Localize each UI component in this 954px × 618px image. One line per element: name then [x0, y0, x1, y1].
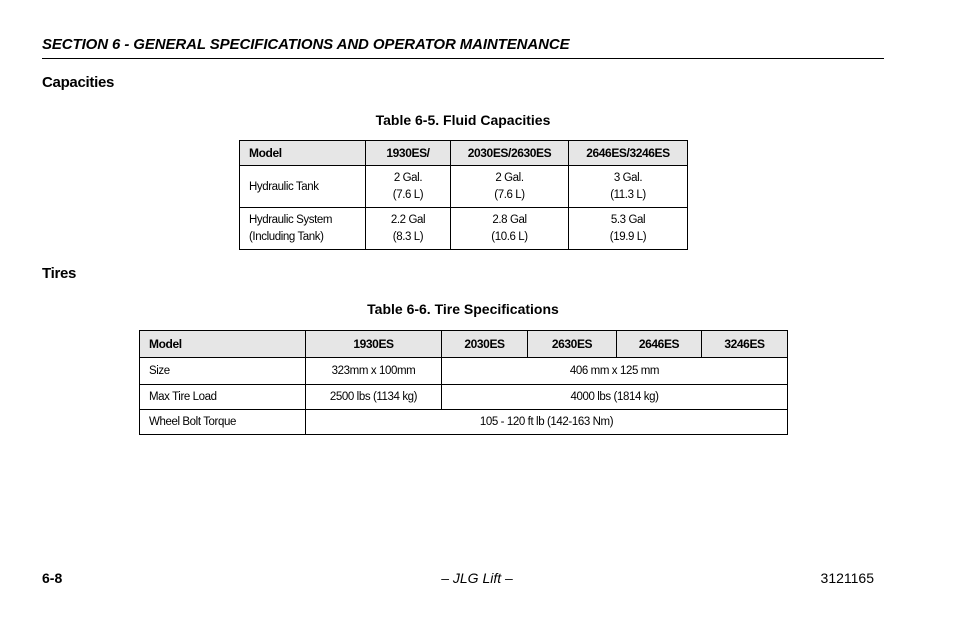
footer-title: – JLG Lift – [441, 570, 513, 586]
table-cell: 406 mm x 125 mm [442, 358, 788, 385]
column-header: 2030ES/2630ES [451, 141, 569, 166]
table-row [140, 410, 788, 435]
column-header: Model [240, 141, 366, 166]
column-header: 2630ES [528, 331, 617, 358]
row-label: Max Tire Load [140, 385, 306, 410]
row-label: Hydraulic System (Including Tank) [240, 208, 366, 250]
fluid-capacities-table [239, 140, 688, 250]
table-cell: 4000 lbs (1814 kg) [442, 385, 788, 410]
table-cell: 323mm x 100mm [306, 358, 442, 385]
column-header: 2646ES/3246ES [569, 141, 688, 166]
tire-specifications-caption: Table 6-6. Tire Specifications [367, 301, 559, 317]
tires-heading: Tires [42, 265, 77, 282]
column-header: 3246ES [702, 331, 788, 358]
table-cell: 5.3 Gal (19.9 L) [569, 208, 688, 250]
table-cell: 105 - 120 ft lb (142-163 Nm) [306, 410, 788, 435]
table-row [140, 385, 788, 410]
table-cell: 2 Gal. (7.6 L) [451, 166, 569, 208]
table-row [240, 208, 688, 250]
column-header: 2646ES [617, 331, 702, 358]
row-label: Size [140, 358, 306, 385]
page-number: 6-8 [42, 570, 63, 586]
table-cell: 3 Gal. (11.3 L) [569, 166, 688, 208]
table-row [140, 358, 788, 385]
table-header-row [140, 331, 788, 358]
row-label: Hydraulic Tank [240, 166, 366, 208]
table-row [240, 166, 688, 208]
capacities-heading: Capacities [42, 74, 115, 91]
row-label: Wheel Bolt Torque [140, 410, 306, 435]
document-number: 3121165 [820, 570, 874, 586]
table-header-row [240, 141, 688, 166]
column-header: 1930ES/ [366, 141, 451, 166]
header-rule [42, 58, 884, 59]
column-header: Model [140, 331, 306, 358]
fluid-capacities-caption: Table 6-5. Fluid Capacities [375, 112, 551, 128]
table-cell: 2.8 Gal (10.6 L) [451, 208, 569, 250]
table-cell: 2.2 Gal (8.3 L) [366, 208, 451, 250]
section-header: SECTION 6 - GENERAL SPECIFICATIONS AND OPERATOR MAINTENANCE [42, 36, 570, 53]
column-header: 2030ES [442, 331, 528, 358]
column-header: 1930ES [306, 331, 442, 358]
tire-specifications-table [139, 330, 788, 435]
table-cell: 2500 lbs (1134 kg) [306, 385, 442, 410]
table-cell: 2 Gal. (7.6 L) [366, 166, 451, 208]
